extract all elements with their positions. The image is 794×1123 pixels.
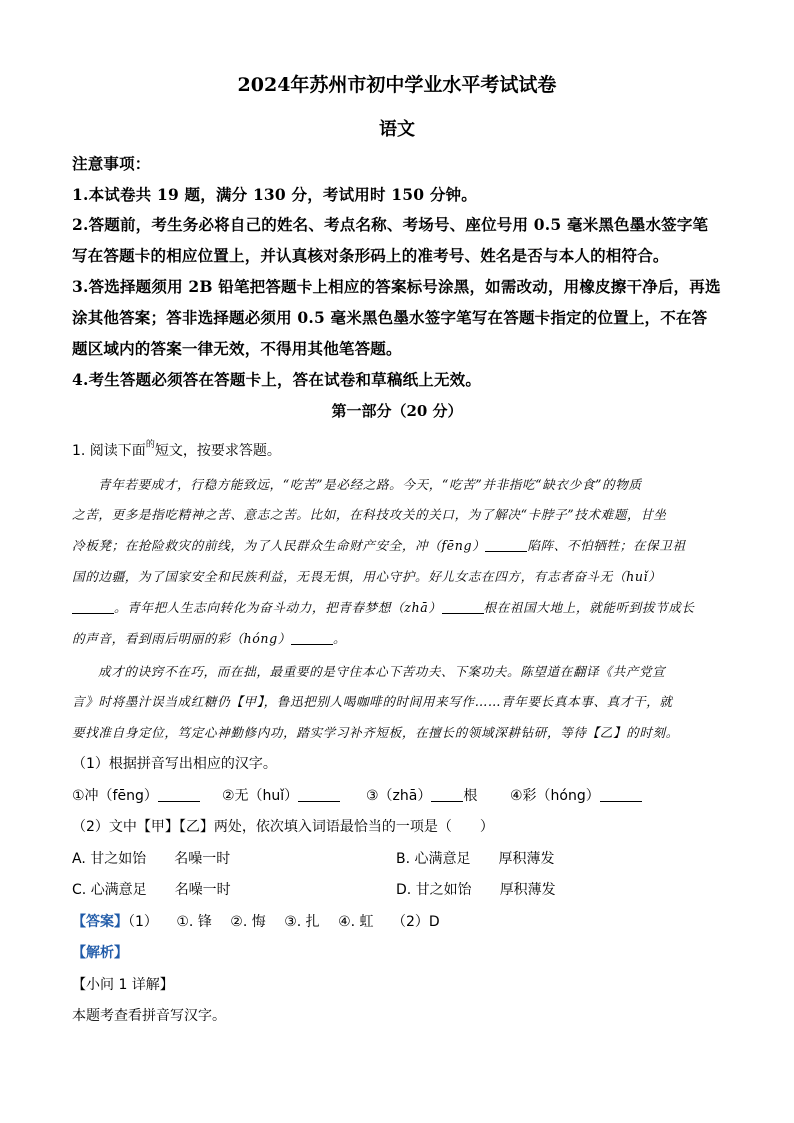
passage-text: 。 — [332, 631, 347, 646]
notice-line: 涂其他答案；答非选择题必须用 0.5 毫米黑色墨水签字笔写在答题卡指定的位置上，不在答 — [72, 308, 708, 327]
answer-blank — [485, 537, 527, 552]
option-c — [72, 879, 231, 899]
pinyin-label: ②无（huǐ） — [222, 788, 299, 804]
answer-blank — [72, 599, 114, 614]
notice-header: 注意事项： — [72, 154, 151, 173]
passage-text: 冷板凳；在抢险救灾的前线，为了人民群众生命财产安全，冲（fēng） — [72, 538, 486, 553]
notice-line: 1.本试卷共 19 题，满分 130 分，考试用时 150 分钟。 — [72, 185, 477, 204]
notice-line: 写在答题卡的相应位置上，并认真核对条形码上的准考号、姓名是否与本人的相符合。 — [72, 246, 669, 265]
answer-item: ③. 扎 — [284, 914, 320, 930]
passage-line — [72, 535, 686, 554]
pinyin-item-2 — [222, 785, 340, 805]
answer-blank — [431, 788, 463, 802]
answer-blank — [291, 630, 333, 645]
sub-question-1: （1）根据拼音写出相应的汉字。 — [72, 756, 277, 772]
option-word: 甘之如饴 — [90, 851, 147, 867]
answer-part: （1） — [128, 914, 158, 930]
answer-item: ①. 锋 — [176, 914, 212, 930]
notice-line: 3.答选择题须用 2B 铅笔把答题卡上相应的答案标号涂黑，如需改动，用橡皮擦干净后，再选 — [72, 277, 721, 296]
question-1-stem — [72, 437, 281, 460]
pinyin-tail: 根 — [463, 788, 478, 804]
subject-title: 语文 — [379, 119, 415, 140]
option-word: 厚积薄发 — [498, 851, 555, 867]
passage-line: 要找准自身定位，笃定心神勤修内功，踏实学习补齐短板，在擅长的领域深耕钻研，等待【乙】的时刻。 — [72, 725, 679, 740]
answer-blank — [442, 599, 484, 614]
answer-tag: 【答案】 — [72, 914, 128, 930]
sub-question-2: （2）文中【甲】【乙】两处，依次填入词语最恰当的一项是（ ） — [72, 819, 494, 835]
passage-line: 之苦，更多是指吃精神之苦、意志之苦。比如，在科技攻关的关口，为了解决“卡脖子”技术难题，甘坐 — [72, 507, 667, 522]
pinyin-item-4 — [510, 785, 642, 805]
option-key: D. — [396, 882, 412, 898]
pinyin-item-3 — [366, 785, 477, 805]
notice-line: 2.答题前，考生务必将自己的姓名、考点名称、考场号、座位号用 0.5 毫米黑色墨水签字笔 — [72, 215, 709, 234]
option-word: 心满意足 — [414, 851, 471, 867]
passage-line: 言》时将墨汁误当成红糖仍【甲】，鲁迅把别人喝咖啡的时间用来写作……青年要长真本事、真才干，就 — [72, 694, 673, 709]
detail-tag: 【小问 1 详解】 — [72, 977, 174, 993]
passage-text: 陷阵、不怕牺牲；在保卫祖 — [527, 538, 686, 553]
option-a — [72, 848, 230, 868]
option-key: B. — [396, 851, 411, 867]
analysis-tag: 【解析】 — [72, 945, 128, 961]
passage-text: 的声音，看到雨后明丽的彩（hóng） — [72, 631, 291, 646]
pinyin-item-1 — [72, 785, 200, 805]
exam-title: 2024年苏州市初中学业水平考试试卷 — [237, 74, 557, 96]
answer-line — [72, 911, 440, 931]
passage-line: 成才的诀窍不在巧，而在拙，最重要的是守住本心下苦功夫、下案功夫。陈望道在翻译《共产党宣 — [98, 664, 666, 679]
answer-blank — [600, 787, 642, 802]
pinyin-label: ①冲（fēng） — [72, 788, 158, 804]
question-1-prefix: 1. 阅读下面 — [72, 443, 146, 459]
question-1-sup: 的 — [145, 440, 155, 450]
answer-part: （2）D — [392, 914, 440, 930]
answer-item: ④. 虹 — [338, 914, 374, 930]
pinyin-label: ③（zhā） — [366, 788, 432, 804]
notice-line: 题区域内的答案一律无效，不得用其他笔答题。 — [72, 339, 402, 358]
section-title: 第一部分（20 分） — [331, 402, 463, 420]
option-word: 名噪一时 — [174, 882, 231, 898]
option-word: 甘之如饴 — [415, 882, 472, 898]
option-key: C. — [72, 882, 87, 898]
passage-line — [72, 597, 695, 616]
answer-blank — [158, 787, 200, 802]
option-word: 名噪一时 — [174, 851, 231, 867]
passage-text: 根在祖国大地上，就能听到拔节成长 — [483, 600, 695, 615]
answer-item: ②. 悔 — [230, 914, 266, 930]
option-b — [396, 848, 555, 868]
answer-blank — [298, 787, 340, 802]
option-word: 厚积薄发 — [499, 882, 556, 898]
question-1-suffix: 短文，按要求答题。 — [154, 443, 281, 459]
option-d — [396, 879, 556, 899]
passage-line: 青年若要成才，行稳方能致远，“吃苦”是必经之路。今天，“吃苦”并非指吃“缺衣少食”的物质 — [98, 477, 642, 492]
passage-line: 国的边疆，为了国家安全和民族利益，无畏无惧，用心守护。好儿女志在四方，有志者奋斗无（huǐ） — [72, 569, 662, 584]
detail-text: 本题考查看拼音写汉字。 — [72, 1008, 226, 1024]
option-key: A. — [72, 851, 86, 867]
passage-line — [72, 628, 346, 647]
notice-line: 4.考生答题必须答在答题卡上，答在试卷和草稿纸上无效。 — [72, 370, 482, 389]
pinyin-label: ④彩（hóng） — [510, 788, 600, 804]
option-word: 心满意足 — [90, 882, 147, 898]
passage-text: 。青年把人生志向转化为奋斗动力，把青春梦想（zhā） — [114, 600, 442, 615]
